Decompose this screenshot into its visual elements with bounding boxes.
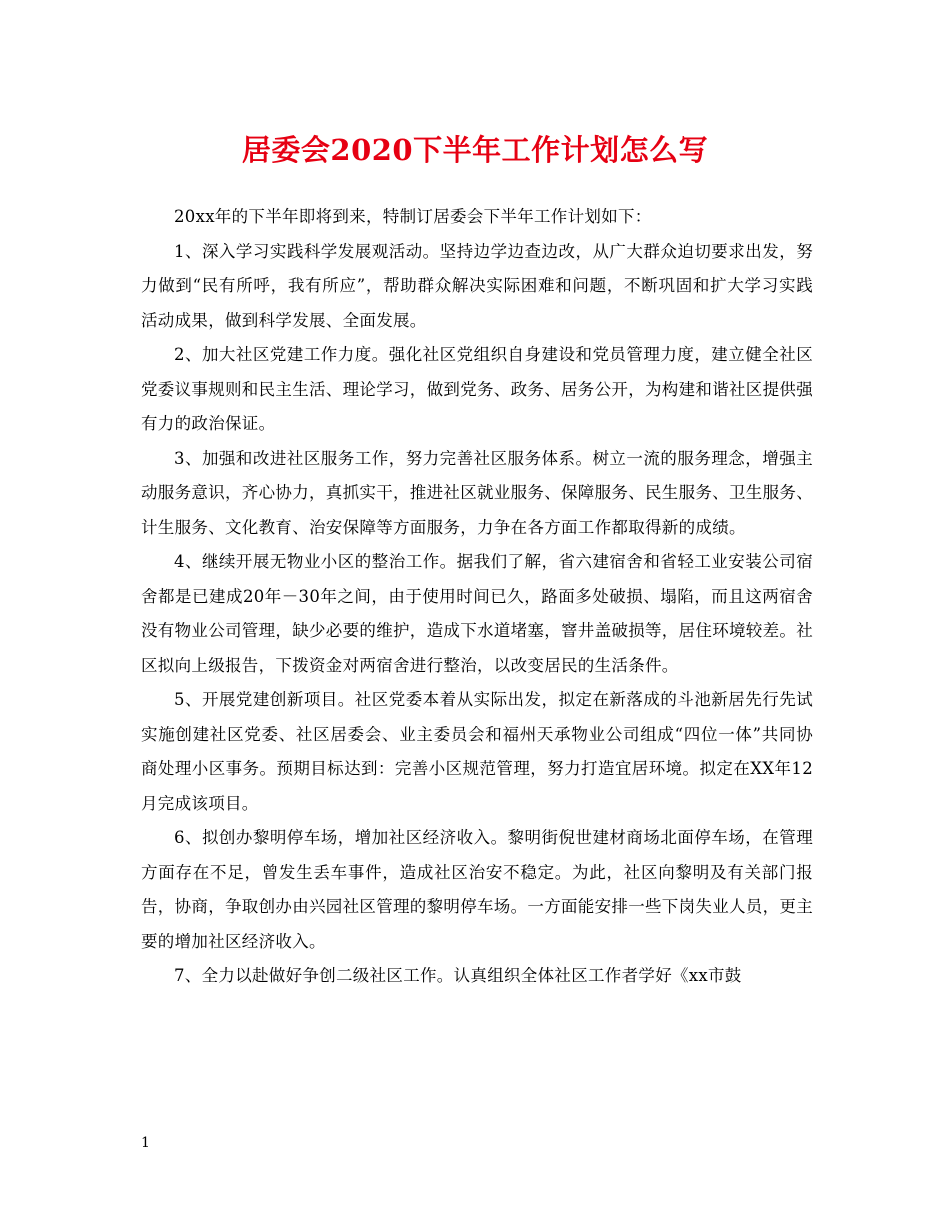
paragraph-item-3: 3、加强和改进社区服务工作，努力完善社区服务体系。树立一流的服务理念，增强主动服务意识，齐心协力，真抓实干，推进社区就业服务、保障服务、民生服务、卫生服务、计生服务、文化教育、治安保障等方面服务，力争在各方面工作都取得新的成绩。	[141, 448, 813, 537]
page-number: 1	[141, 1135, 150, 1151]
paragraph-item-6: 6、拟创办黎明停车场，增加社区经济收入。黎明街倪世建材商场北面停车场，在管理方面存在不足，曾发生丢车事件，造成社区治安不稳定。为此，社区向黎明及有关部门报告，协商，争取创办由兴园社区管理的黎明停车场。一方面能安排一些下岗失业人员，更主要的增加社区经济收入。	[141, 828, 813, 951]
paragraph-item-4: 4、继续开展无物业小区的整治工作。据我们了解，省六建宿舍和省轻工业安装公司宿舍都是已建成20年－30年之间，由于使用时间已久，路面多处破损、塌陷，而且这两宿舍没有物业公司管理，缺少必要的维护，造成下水道堵塞，窨井盖破损等，居住环境较差。社区拟向上级报告，下拨资金对两宿舍进行整治，以改变居民的生活条件。	[141, 552, 813, 675]
paragraph-item-7: 7、全力以赴做好争创二级社区工作。认真组织全体社区工作者学好《xx市鼓	[174, 966, 742, 985]
intro-paragraph: 20xx年的下半年即将到来，特制订居委会下半年工作计划如下：	[174, 207, 652, 226]
paragraph-item-1: 1、深入学习实践科学发展观活动。坚持边学边查边改，从广大群众迫切要求出发，努力做到“民有所呼，我有所应”，帮助群众解决实际困难和问题，不断巩固和扩大学习实践活动成果，做到科学发展、全面发展。	[141, 241, 813, 330]
document-title: 居委会2020下半年工作计划怎么写	[241, 133, 709, 167]
paragraph-item-2: 2、加大社区党建工作力度。强化社区党组织自身建设和党员管理力度，建立健全社区党委议事规则和民主生活、理论学习，做到党务、政务、居务公开，为构建和谐社区提供强有力的政治保证。	[141, 345, 813, 433]
document-body	[141, 200, 813, 994]
paragraph-item-5: 5、开展党建创新项目。社区党委本着从实际出发，拟定在新落成的斗池新居先行先试实施创建社区党委、社区居委会、业主委员会和福州天承物业公司组成“四位一体”共同协商处理小区事务。预期目标达到：完善小区规范管理，努力打造宜居环境。拟定在XX年12月完成该项目。	[141, 690, 813, 813]
